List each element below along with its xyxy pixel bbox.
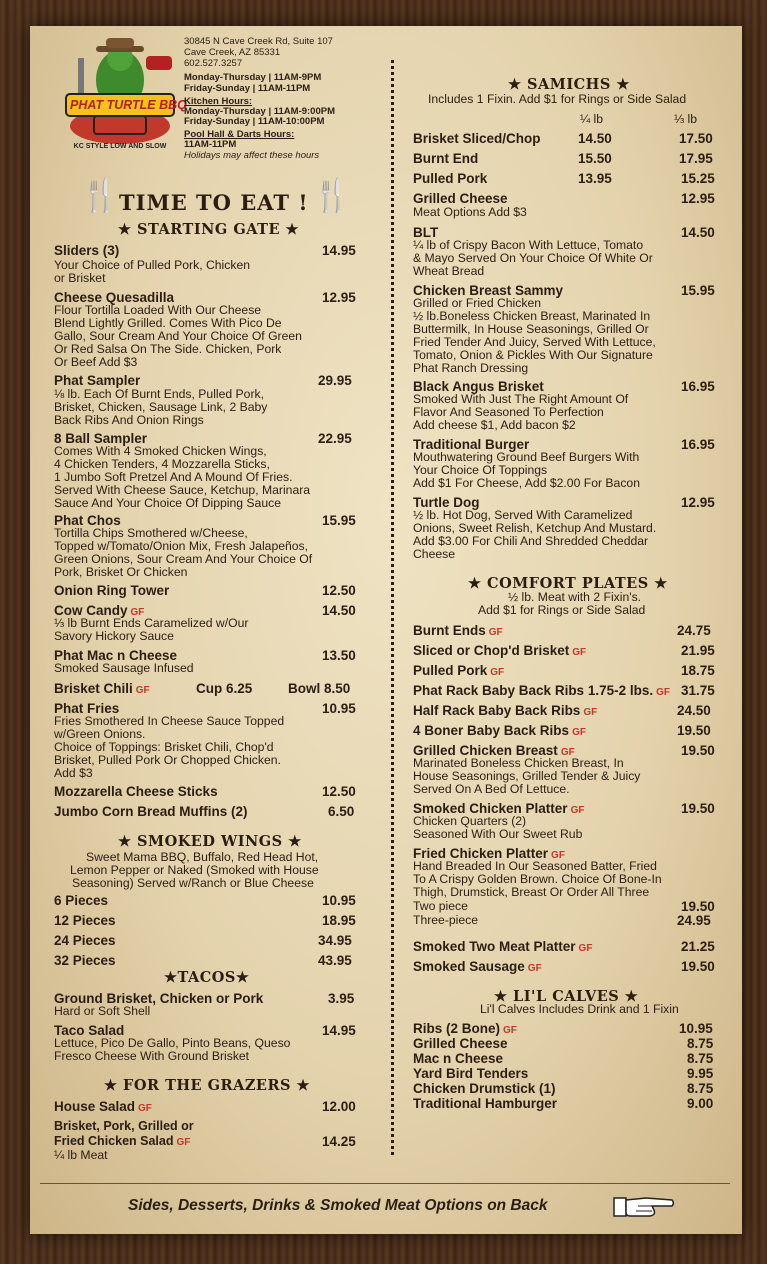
svg-text:KC STYLE LOW AND SLOW: KC STYLE LOW AND SLOW [73, 143, 167, 150]
gluten-free-badge: GF [138, 1103, 152, 1114]
comfort-fried-chicken-desc: To A Crispy Golden Brown. Choice Of Bone-In [413, 872, 662, 886]
item-desc: Your Choice of Pulled Pork, Chicken [54, 258, 251, 272]
gluten-free-badge: GF [572, 727, 586, 738]
item-price: 12.95 [322, 290, 356, 305]
fried-three-piece: Three-piece [413, 913, 479, 927]
grilled-cheese-price: 12.95 [681, 191, 715, 206]
footer-note: Sides, Desserts, Drinks & Smoked Meat Options on Back [128, 1197, 548, 1214]
grilled-cheese-desc: Meat Options Add $3 [413, 205, 527, 219]
wings-32-name: 32 Pieces [54, 953, 116, 968]
kid-hamburger-name: Traditional Hamburger [413, 1096, 558, 1111]
item-desc: Add $3 [54, 766, 93, 780]
phone: 602.527.3257 [184, 58, 243, 69]
comfort-grilled-chicken-price: 19.50 [681, 743, 715, 758]
comfort-phat-rack-name [413, 683, 670, 698]
item-name-text: Smoked Chicken Platter [413, 801, 568, 816]
calves-sub: Li'l Calves Includes Drink and 1 Fixin [480, 1002, 679, 1016]
burger-price: 16.95 [681, 437, 715, 452]
address-line1: 30845 N Cave Creek Rd, Suite 107 [184, 36, 333, 47]
item-desc: ⅛ lb. Each Of Burnt Ends, Pulled Pork, [54, 387, 265, 401]
item-name: Mozzarella Cheese Sticks [54, 784, 218, 799]
item-name: Sliders (3) [54, 243, 120, 258]
comfort-burnt-name [413, 623, 503, 638]
section-smoked-wings: ★ SMOKED WINGS ★ [118, 833, 302, 850]
item-name: Phat Sampler [54, 373, 141, 388]
comfort-sub: ½ lb. Meat with 2 Fixin's. [508, 590, 642, 604]
kid-grilled-cheese-name: Grilled Cheese [413, 1036, 508, 1051]
item-desc: Served With Cheese Sauce, Ketchup, Marinara [54, 483, 311, 497]
item-price: 15.95 [322, 513, 356, 528]
item-name-text: Cow Candy [54, 603, 128, 618]
item-price: 22.95 [318, 431, 352, 446]
item-name: Onion Ring Tower [54, 583, 170, 598]
wings-6-price: 10.95 [322, 893, 356, 908]
item-price: 13.50 [322, 648, 356, 663]
angus-desc: Add cheese $1, Add bacon $2 [413, 418, 576, 432]
comfort-half-rack-price: 24.50 [677, 703, 711, 718]
comfort-pulled-name [413, 663, 504, 678]
item-desc: Comes With 4 Smoked Chicken Wings, [54, 444, 267, 458]
sammy-desc: Grilled or Fried Chicken [413, 296, 542, 310]
turtle-dog-name: Turtle Dog [413, 495, 480, 510]
tacos-price: 3.95 [328, 991, 355, 1006]
item-desc: Gallo, Sour Cream And Your Choice Of Green [54, 329, 302, 343]
kid-mac-name: Mac n Cheese [413, 1051, 504, 1066]
comfort-grilled-chicken-desc: House Seasonings, Grilled Tender & Juicy [413, 769, 641, 783]
wings-32-price: 43.95 [318, 953, 352, 968]
kid-drumstick-price: 8.75 [687, 1081, 714, 1096]
burger-desc: Add $1 For Cheese, Add $2.00 For Bacon [413, 476, 640, 490]
sammy-name: Chicken Breast Sammy [413, 283, 564, 298]
fork-spoon-icon: 🍴 [312, 177, 352, 213]
kid-hamburger-price: 9.00 [687, 1096, 714, 1111]
samich-brisket-p2: 17.50 [679, 131, 713, 146]
meat-salad-price: 14.25 [322, 1134, 356, 1149]
blt-price: 14.50 [681, 225, 715, 240]
kid-ribs-price: 10.95 [679, 1021, 713, 1036]
item-desc: Tortilla Chips Smothered w/Cheese, [54, 526, 248, 540]
turtle-dog-price: 12.95 [681, 495, 715, 510]
kitchen-weekday: Monday-Thursday | 11AM-9:00PM [184, 106, 335, 117]
comfort-two-meat-price: 21.25 [681, 939, 715, 954]
comfort-sausage-price: 19.50 [681, 959, 715, 974]
angus-desc: Flavor And Seasoned To Perfection [413, 405, 604, 419]
col-quarter: ¼ lb [580, 112, 604, 126]
wings-6-name: 6 Pieces [54, 893, 109, 908]
tacos-name: Ground Brisket, Chicken or Pork [54, 991, 264, 1006]
fried-two-piece-price: 19.50 [681, 899, 715, 914]
section-starting-gate: ★ STARTING GATE ★ [118, 221, 300, 238]
item-name-text: Grilled Chicken Breast [413, 743, 558, 758]
angus-desc: Smoked With Just The Right Amount Of [413, 392, 629, 406]
item-name: Phat Chos [54, 513, 121, 528]
item-desc: Green Onions, Sour Cream And Your Choice Of [54, 552, 313, 566]
pointing-hand-icon [612, 1188, 676, 1229]
blt-desc: ¼ lb of Crispy Bacon With Lettuce, Tomato [413, 238, 644, 252]
comfort-4-boner-price: 19.50 [677, 723, 711, 738]
samich-burnt-p1: 15.50 [578, 151, 612, 166]
samich-burnt-name: Burnt End [413, 151, 479, 166]
item-desc: Topped w/Tomato/Onion Mix, Fresh Jalapeños, [54, 539, 309, 553]
taco-salad-name: Taco Salad [54, 1023, 125, 1038]
hours-weekday: Monday-Thursday | 11AM-9PM [184, 72, 322, 83]
kid-mac-price: 8.75 [687, 1051, 714, 1066]
wings-desc: Lemon Pepper or Naked (Smoked with House [70, 863, 319, 877]
angus-name: Black Angus Brisket [413, 379, 544, 394]
item-desc: Or Beef Add $3 [54, 355, 138, 369]
item-name-text: Sliced or Chop'd Brisket [413, 643, 570, 658]
fried-two-piece: Two piece [413, 899, 468, 913]
comfort-brisket-price: 21.95 [681, 643, 715, 658]
comfort-fried-chicken-desc: Thigh, Drumstick, Breast Or Order All Three [413, 885, 650, 899]
item-price: 14.95 [322, 243, 356, 258]
gluten-free-badge: GF [130, 607, 145, 618]
item-desc: Choice of Toppings: Brisket Chili, Chop'd [54, 740, 274, 754]
item-desc: Savory Hickory Sauce [54, 629, 174, 643]
wings-24-name: 24 Pieces [54, 933, 116, 948]
item-name-text: House Salad [54, 1099, 136, 1114]
holiday-note: Holidays may affect these hours [184, 150, 320, 161]
item-name: 8 Ball Sampler [54, 431, 148, 446]
gluten-free-badge: GF [578, 943, 593, 954]
gluten-free-badge: GF [560, 747, 575, 758]
samich-burnt-p2: 17.95 [679, 151, 713, 166]
gluten-free-badge: GF [656, 687, 670, 698]
logo-name: PHAT TURTLE BBQ [70, 98, 187, 112]
kid-tenders-price: 9.95 [687, 1066, 714, 1081]
gluten-free-badge: GF [583, 707, 598, 718]
item-desc: Pork, Brisket Or Chicken [54, 565, 188, 579]
meat-salad-desc: ¼ lb Meat [54, 1148, 108, 1162]
wings-desc: Seasoning) Served w/Ranch or Blue Cheese [72, 876, 314, 890]
burger-name: Traditional Burger [413, 437, 530, 452]
sammy-desc: Buttermilk, In House Seasonings, Grilled Or [413, 322, 649, 336]
turtle-dog-desc: Onions, Sweet Relish, Ketchup And Mustard. [413, 521, 657, 535]
taco-salad-desc: Lettuce, Pico De Gallo, Pinto Beans, Queso [54, 1036, 291, 1050]
gluten-free-badge: GF [503, 1025, 517, 1036]
gluten-free-badge: GF [135, 685, 150, 696]
item-desc: Sauce And Your Choice Of Dipping Sauce [54, 496, 281, 510]
item-desc: Fries Smothered In Cheese Sauce Topped [54, 714, 285, 728]
fork-knife-icon: 🍴 [80, 177, 120, 213]
meat-salad-name2 [54, 1134, 190, 1148]
comfort-phat-rack-price: 31.75 [681, 683, 715, 698]
item-desc: Or Red Salsa On The Side. Chicken, Pork [54, 342, 282, 356]
samichs-sub: Includes 1 Fixin. Add $1 for Rings or Side Salad [428, 92, 687, 106]
comfort-sub: Add $1 for Rings or Side Salad [478, 603, 646, 617]
samich-pulled-p2: 15.25 [681, 171, 715, 186]
section-samichs: ★ SAMICHS ★ [508, 76, 630, 93]
comfort-smoked-chicken-price: 19.50 [681, 801, 715, 816]
kid-tenders-name: Yard Bird Tenders [413, 1066, 529, 1081]
samich-pulled-p1: 13.95 [578, 171, 612, 186]
comfort-two-meat-name [413, 939, 592, 954]
kitchen-weekend: Friday-Sunday | 11AM-10:00PM [184, 116, 325, 127]
sammy-desc: Phat Ranch Dressing [413, 361, 529, 375]
logo [64, 38, 187, 158]
item-desc: Flour Tortilla Loaded With Our Cheese [54, 303, 262, 317]
item-name: Phat Fries [54, 701, 120, 716]
item-name-text: Half Rack Baby Back Ribs [413, 703, 581, 718]
item-price: 12.50 [322, 583, 356, 598]
menu-title: TIME TO EAT ! [119, 190, 309, 215]
taco-salad-desc: Fresco Cheese With Ground Brisket [54, 1049, 250, 1063]
house-salad-name [54, 1099, 152, 1114]
wings-12-price: 18.95 [322, 913, 356, 928]
item-name-text: Fried Chicken Salad [54, 1134, 174, 1148]
item-desc: Back Ribs And Onion Rings [54, 413, 204, 427]
item-name: Jumbo Corn Bread Muffins (2) [54, 804, 248, 819]
grilled-cheese-name: Grilled Cheese [413, 191, 508, 206]
item-name: Phat Mac n Cheese [54, 648, 178, 663]
gluten-free-badge: GF [176, 1137, 191, 1148]
item-desc: 4 Chicken Tenders, 4 Mozzarella Sticks, [54, 457, 270, 471]
gluten-free-badge: GF [551, 850, 565, 861]
blt-name: BLT [413, 225, 439, 240]
comfort-pulled-price: 18.75 [681, 663, 715, 678]
kid-grilled-cheese-price: 8.75 [687, 1036, 714, 1051]
blt-desc: & Mayo Served On Your Choice Of White Or [413, 251, 653, 265]
comfort-smoked-chicken-desc: Chicken Quarters (2) [413, 814, 527, 828]
item-name [54, 681, 150, 696]
item-price: 12.50 [322, 784, 356, 799]
comfort-smoked-chicken-desc: Seasoned With Our Sweet Rub [413, 827, 583, 841]
gluten-free-badge: GF [527, 963, 542, 974]
item-name-text: Smoked Sausage [413, 959, 525, 974]
item-price: 10.95 [322, 701, 356, 716]
fried-three-piece-price: 24.95 [677, 913, 711, 928]
col-third: ⅓ lb [674, 112, 698, 126]
wings-desc: Sweet Mama BBQ, Buffalo, Red Head Hot, [86, 850, 319, 864]
section-lil-calves: ★ LI'L CALVES ★ [494, 988, 639, 1005]
samich-brisket-name: Brisket Sliced/Chop [413, 131, 541, 146]
item-desc: Brisket, Chicken, Sausage Link, 2 Baby [54, 400, 268, 414]
gluten-free-badge: GF [570, 805, 585, 816]
sammy-price: 15.95 [681, 283, 715, 298]
item-price-cup: Cup 6.25 [196, 681, 253, 696]
kid-drumstick-name: Chicken Drumstick (1) [413, 1081, 556, 1096]
taco-salad-price: 14.95 [322, 1023, 356, 1038]
wings-24-price: 34.95 [318, 933, 352, 948]
angus-price: 16.95 [681, 379, 715, 394]
burger-desc: Mouthwatering Ground Beef Burgers With [413, 450, 640, 464]
turtle-dog-desc: Cheese [413, 547, 456, 561]
item-name-text: Burnt Ends [413, 623, 486, 638]
sammy-desc: Tomato, Onion & Pickles With Our Signature [413, 348, 653, 362]
samich-pulled-name: Pulled Pork [413, 171, 488, 186]
section-tacos: ★TACOS★ [164, 969, 250, 986]
hours-weekend: Friday-Sunday | 11AM-11PM [184, 83, 311, 94]
item-name-text: Fried Chicken Platter [413, 846, 549, 861]
comfort-sausage-name [413, 959, 542, 974]
column-divider [391, 60, 394, 1155]
item-name: Cheese Quesadilla [54, 290, 175, 305]
item-name-text: Phat Rack Baby Back Ribs 1.75-2 lbs. [413, 683, 654, 698]
address-line2: Cave Creek, AZ 85331 [184, 47, 281, 58]
gluten-free-badge: GF [572, 647, 587, 658]
turtle-dog-desc: Add $3.00 For Chili And Shredded Cheddar [413, 534, 649, 548]
kitchen-title: Kitchen Hours: [184, 96, 253, 107]
comfort-grilled-chicken-desc: Served On A Bed Of Lettuce. [413, 782, 570, 796]
item-desc: ⅓ lb Burnt Ends Caramelized w/Our [54, 616, 249, 630]
item-desc: 1 Jumbo Soft Pretzel And A Mound Of Fries. [54, 470, 293, 484]
item-name-text: Smoked Two Meat Platter [413, 939, 576, 954]
gluten-free-badge: GF [490, 667, 505, 678]
item-name-text: Brisket Chili [54, 681, 133, 696]
house-salad-price: 12.00 [322, 1099, 356, 1114]
item-name-text: Ribs (2 Bone) [413, 1021, 501, 1036]
wings-12-name: 12 Pieces [54, 913, 116, 928]
item-name-text: 4 Boner Baby Back Ribs [413, 723, 570, 738]
item-desc: Brisket, Pulled Pork Or Chopped Chicken. [54, 753, 281, 767]
sammy-desc: ½ lb.Boneless Chicken Breast, Marinated In [413, 309, 651, 323]
item-desc: w/Green Onions. [54, 727, 146, 741]
gluten-free-badge: GF [488, 627, 503, 638]
comfort-fried-chicken-desc: Hand Breaded In Our Seasoned Batter, Fried [413, 859, 657, 873]
comfort-brisket-name [413, 643, 586, 658]
burger-desc: Your Choice Of Toppings [413, 463, 548, 477]
kid-ribs-name [413, 1021, 517, 1036]
samich-brisket-p1: 14.50 [578, 131, 612, 146]
meat-salad-name1: Brisket, Pork, Grilled or [54, 1119, 194, 1133]
comfort-burnt-price: 24.75 [677, 623, 711, 638]
item-desc: Smoked Sausage Infused [54, 661, 194, 675]
item-price-bowl: Bowl 8.50 [288, 681, 351, 696]
pool-hours: 11AM-11PM [184, 139, 237, 150]
item-name-text: Pulled Pork [413, 663, 488, 678]
pool-title: Pool Hall & Darts Hours: [184, 129, 295, 140]
tacos-desc: Hard or Soft Shell [54, 1004, 151, 1018]
item-price: 6.50 [328, 804, 355, 819]
item-desc: or Brisket [54, 271, 106, 285]
blt-desc: Wheat Bread [413, 264, 485, 278]
comfort-half-rack-name [413, 703, 597, 718]
comfort-4-boner-name [413, 723, 586, 738]
sammy-desc: Fried Tender And Juicy, Served With Lettuce, [413, 335, 656, 349]
item-price: 29.95 [318, 373, 352, 388]
section-grazers: ★ FOR THE GRAZERS ★ [104, 1077, 311, 1094]
item-desc: Blend Lightly Grilled. Comes With Pico De [54, 316, 282, 330]
section-comfort-plates: ★ COMFORT PLATES ★ [468, 575, 668, 592]
item-price: 14.50 [322, 603, 356, 618]
turtle-dog-desc: ½ lb. Hot Dog, Served With Caramelized [413, 508, 633, 522]
comfort-grilled-chicken-desc: Marinated Boneless Chicken Breast, In [413, 756, 624, 770]
